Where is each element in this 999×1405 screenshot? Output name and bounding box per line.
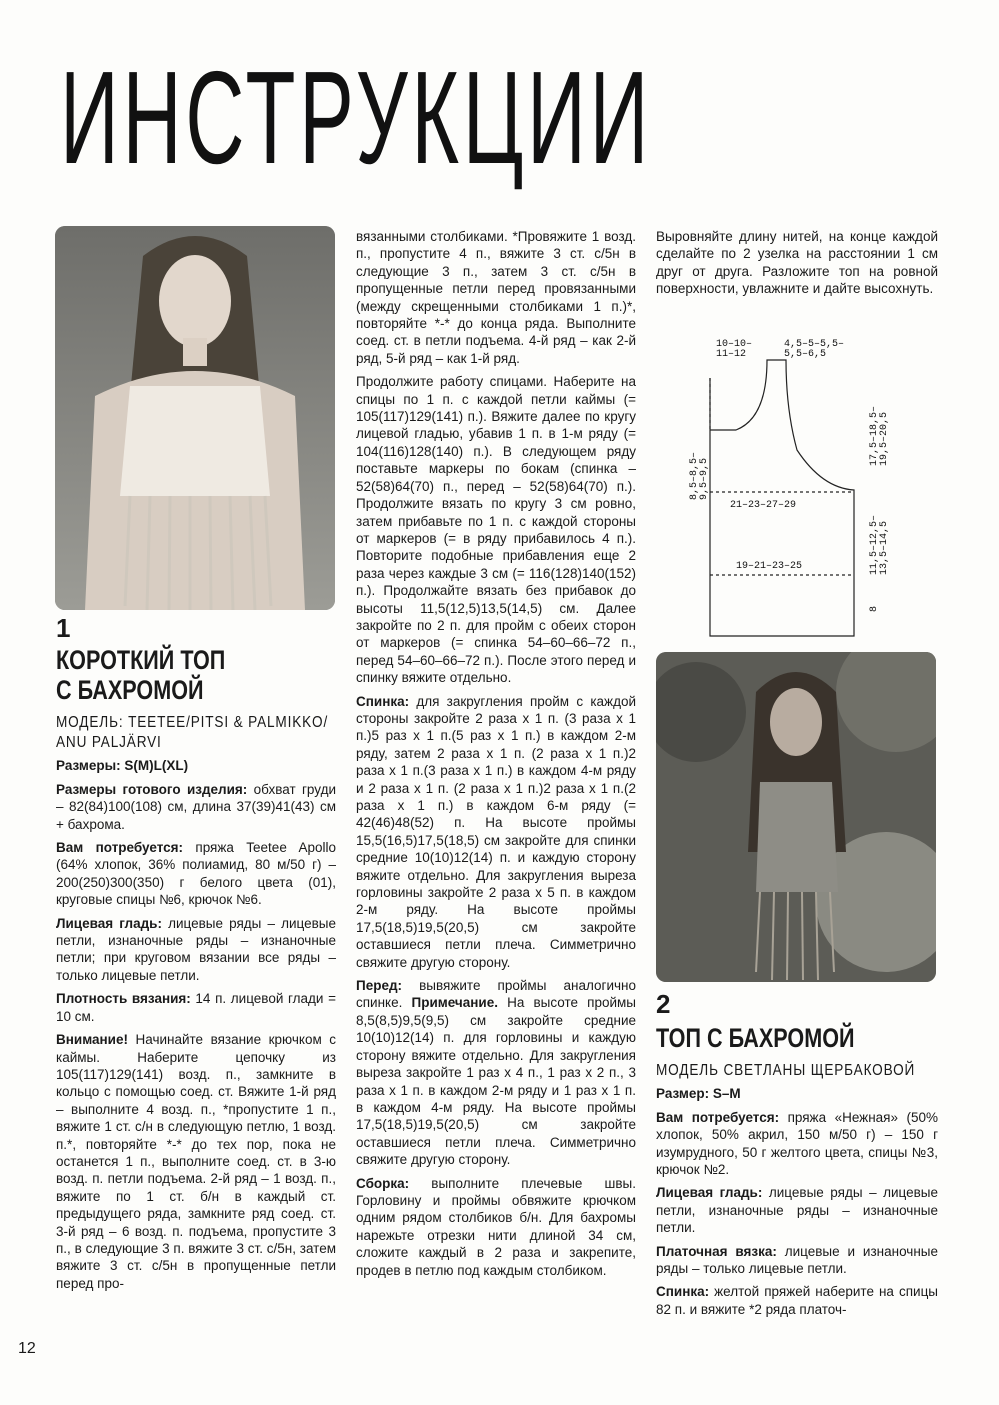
- p2-back-label: Спинка:: [656, 1284, 710, 1300]
- dim-neck-depth-b: 9,5–9,5: [699, 457, 710, 500]
- knitting-body-text: Продолжите работу спицами. Наберите на спицы по 1 п. с каждой петли каймы (= 105(117)129(141) п.). Вяжите далее по кругу лицевой гладью, убавив 1 п. в 1-м ряду (= 104(116)128(140) п.). В следующем ряду поставьте маркеры по бокам (спинка – 52(58)64(70) п., перед – 52(58)64(70) п.). Продолжите вязать по кругу 3 см ровно, затем прибавьте по 1 п. с каждой стороны от маркеров (= в ряду прибавилось 4 п.). Повторите подобные прибавления еще 2 раза через каждые 3 см (= 116(128)140(152) п.). Продолжайте вязать без прибавок до высоты 11,5(12,5)13,5(14,5) см. Далее закройте по 2 п. для пройм с обеих сторон от маркеров (= спинка 54–60–66–72 п., перед 54–60–66–72 п.). После этого перед и спинку вяжите отдельно.: [356, 374, 636, 686]
- dim-hem: 19–21–23–25: [736, 561, 803, 572]
- stockinette-text: лицевые ряды – лицевые петли, изнаночные ряды – изнаночные петли; при круговом вязании все ряды – только лицевые петли.: [56, 915, 336, 983]
- attention-label: Внимание!: [56, 1032, 128, 1048]
- project-1-model-line2: ANU PALJÄRVI: [56, 734, 162, 752]
- back-text: для закругления пройм с каждой стороны закройте 2 раза х 1 п. (3 раза х 1 п.)5 раз х 1 п.(5 раз х 1 п.) в каждом 2-м ряду, затем 2 раза х 1 п. (2 раза х 1 п.)2 раза х 1 п.(3 раза х 1 п.) в каждом 4-м ряду и 2 раза х 1 п. (2 раза х 1 п.)2 раза х 1 п.(2 раза х 1 п.) в каждом 6-м ряду (= 42(46)48(52) п. На высоте проймы 15,5(16,5)17,5(18,5) см закройте для спинки средние 10(10)12(14) п. и каждую сторону вяжите отдельно. Для закругления выреза горловины закройте 2 раза х 5 п. в каждом 2-м ряду. На высоте проймы 17,5(18,5)19,5(20,5) см закройте оставшиеся петли плеча. Симметрично свяжите другую сторону.: [356, 693, 636, 970]
- project-2-number: 2: [656, 989, 671, 1019]
- materials-label: Вам потребуется:: [56, 840, 184, 856]
- project-1-title-line1: КОРОТКИЙ ТОП: [56, 645, 226, 676]
- p2-materials-label: Вам потребуется:: [656, 1109, 780, 1125]
- column-3-bottom: [656, 989, 938, 1324]
- dim-side-b: 13,5–14,5: [879, 520, 890, 575]
- finishing-text: Выровняйте длину нитей, на конце каждой сделайте по 2 узелка на расстоянии 1 см друг от друга. Разложите топ на ровной поверхности, увлажните и дайте высохнуть.: [656, 229, 938, 297]
- gauge-label: Плотность вязания:: [56, 991, 191, 1007]
- p2-stockinette-text: лицевые ряды – лицевые петли, изнаночные ряды – изнаночные петли.: [656, 1185, 938, 1236]
- project-1-model-line1: МОДЕЛЬ: TEETEE/PITSI & PALMIKKO/: [56, 714, 329, 732]
- instructions-continued: вязанными столбиками. *Провяжите 1 возд. п., пропустите 4 п., вяжите 3 ст. с/5н в следующие 3 п., затем 3 ст. с/5н в пропущенные петли перед провязанными (между скрещенными столбиками 1 п.)*, повторяйте *-* до конца ряда. Выполните соед. ст. в петли подъема. 4-й ряд – как 2-й ряд, 5-й ряд – как 1-й ряд.: [356, 229, 636, 366]
- p2-back-text: желтой пряжей наберите на спицы 82 п. и вяжите *2 ряда платоч-: [656, 1284, 938, 1317]
- column-1: [56, 613, 336, 1298]
- column-2: [356, 228, 636, 1285]
- assembly-text: выполните плечевые швы. Горловину и проймы обвяжите крючком одним рядом столбиков б/н. Для бахромы нарежьте отрезки нити длиной 34 см, сложите каждый в 2 раза и закрепите, продев в петлю под каждым столбиком.: [356, 1175, 636, 1278]
- project-1-sizes: Размеры: S(M)L(XL): [56, 758, 189, 774]
- front-label: Перед:: [356, 978, 403, 994]
- p2-garter-label: Платочная вязка:: [656, 1243, 777, 1259]
- column-3-top: [656, 228, 938, 304]
- photo-emerald-fringe-top: [656, 652, 936, 982]
- finished-size-text: обхват груди – 82(84)100(108) см, длина 37(39)41(43) см + бахрома.: [56, 781, 336, 832]
- note-label: Примечание.: [411, 995, 498, 1011]
- dim-neck-a: 10–10–: [716, 339, 753, 350]
- p2-garter-text: лицевые и изнаночные ряды – только лицевые петли.: [656, 1243, 938, 1277]
- back-label: Спинка:: [356, 693, 410, 709]
- dim-chest: 21–23–27–29: [730, 500, 797, 511]
- project-2-size: Размер: S–M: [656, 1086, 741, 1102]
- gauge-text: 14 п. лицевой глади = 10 см.: [56, 991, 336, 1024]
- dim-shoulder-a: 4,5–5–5,5–: [784, 339, 845, 350]
- dim-neck-depth-a: 8,5–8,5–: [689, 451, 700, 500]
- project-1-title-line2: С БАХРОМОЙ: [56, 675, 204, 706]
- photo-white-fringe-top: [55, 226, 335, 610]
- dim-armhole-a: 17,5–18,5–: [869, 405, 880, 466]
- page-heading: ИНСТРУКЦИИ: [60, 44, 653, 191]
- dim-neck-b: 11–12: [716, 349, 747, 360]
- dim-shoulder-b: 5,5–6,5: [784, 349, 827, 360]
- project-1-number: 1: [56, 613, 71, 643]
- materials-text: пряжа Teetee Apollo (64% хлопок, 36% полиамид, 80 м/50 г) – 200(250)300(350) г белого цвета (01), круговые спицы №6, крючок №6.: [56, 840, 336, 908]
- attention-text: Начинайте вязание крючком с каймы. Наберите цепочку из 105(117)129(141) возд. п., замкните в кольцо с помощью соед. ст. Вяжите 1-й ряд – выполните 4 возд. п., *пропустите 1 п., вяжите 1 ст. с/н в следующую петлю, 1 возд. п.*, повторяйте *-* до тех пор, пока не останется 1 п., выполните соед. ст. в 3-ю возд. п. петли подъема. 2-й ряд – 1 возд. п., вяжите по 1 ст. б/н в каждый ст. предыдущего ряда, замкните ряд соед. ст. 3-й ряд – 6 возд. п. подъема, пропустите 3 п., в следующие 3 п. вяжите 3 ст. с/5н, затем вяжите 3 ст. с/5н в пропущенные петли перед про-: [56, 1032, 336, 1291]
- dim-armhole-b: 19,5–20,5: [879, 411, 890, 466]
- project-2-model: МОДЕЛЬ СВЕТЛАНЫ ЩЕРБАКОВОЙ: [656, 1062, 916, 1080]
- dim-side-a: 11,5–12,5–: [869, 514, 880, 575]
- page-number: 12: [18, 1340, 36, 1357]
- dim-border: 8: [869, 605, 880, 612]
- front-text-1: вывяжите проймы аналогично спинке.: [356, 978, 636, 1011]
- p2-stockinette-label: Лицевая гладь:: [656, 1185, 763, 1201]
- front-text-2: На высоте проймы 8,5(8,5)9,5(9,5) см закройте средние 10(10)12(14) п. для горловины и каждую сторону вяжите отдельно. Для закругления выреза закройте 1 раз х 4 п., 1 раз х 2 п., 3 раза х 1 п. в каждом 2-м ряду и 1 раз х 1 п. в каждом 4-м ряду. На высоте проймы 17,5(18,5)19,5(20,5) см закройте оставшиеся петли плеча. Симметрично свяжите другую сторону.: [356, 995, 637, 1168]
- p2-materials-text: пряжа «Нежная» (50% хлопок, 50% акрил, 150 м/50 г) – 150 г изумрудного, 50 г желтого цвета, спицы №3, крючок №2.: [656, 1109, 938, 1178]
- stockinette-label: Лицевая гладь:: [56, 915, 162, 931]
- assembly-label: Сборка:: [356, 1175, 410, 1191]
- finished-size-label: Размеры готового изделия:: [56, 781, 248, 797]
- schematic-diagram: [672, 330, 912, 640]
- project-2-title: ТОП С БАХРОМОЙ: [656, 1023, 855, 1054]
